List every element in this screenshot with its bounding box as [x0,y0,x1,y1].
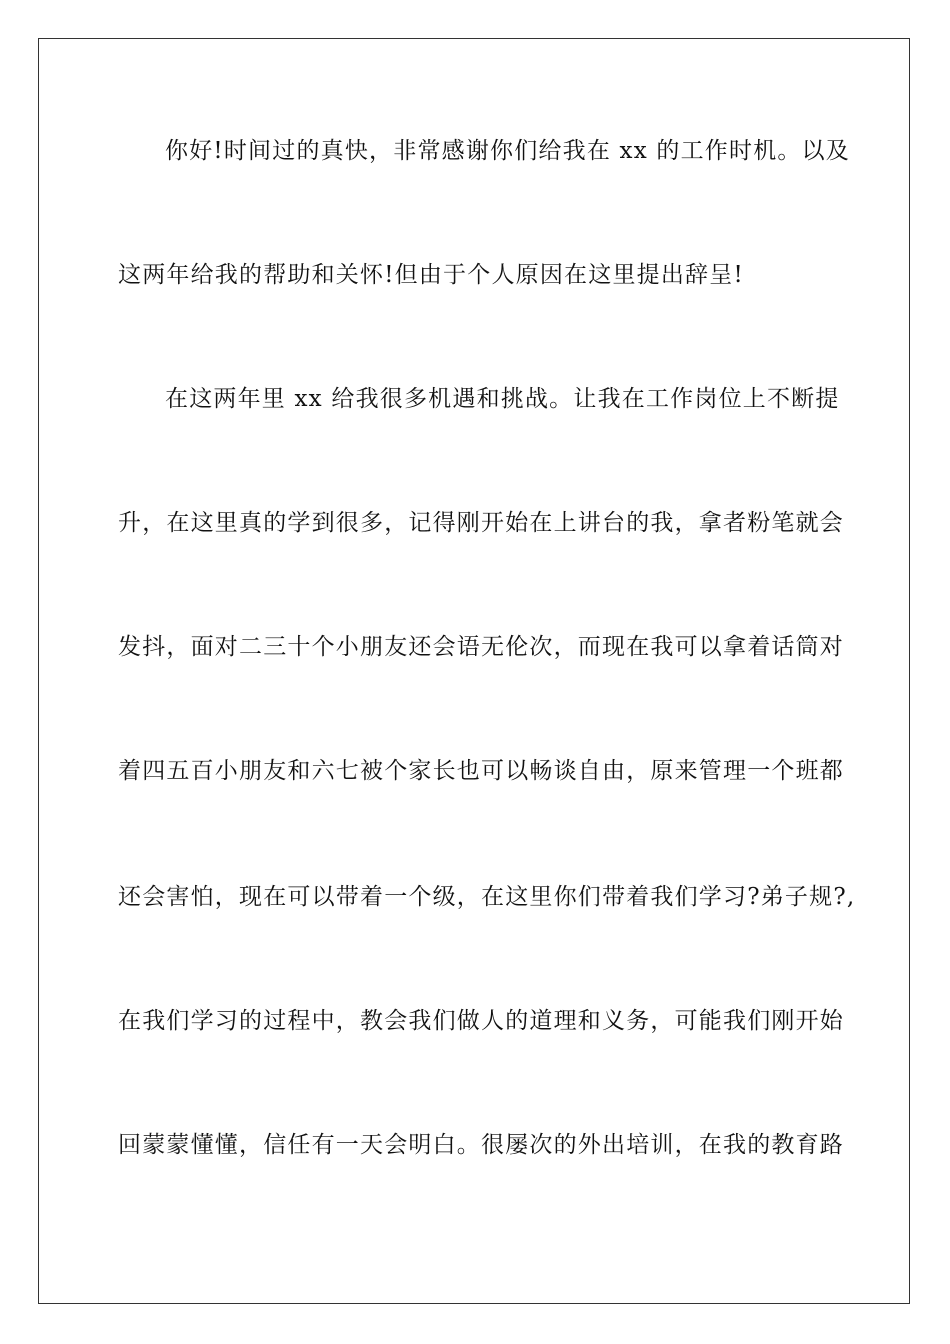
paragraph-2-line-6: 在我们学习的过程中，教会我们做人的道理和义务，可能我们刚开始 [118,1008,844,1034]
page-border [38,38,910,1304]
paragraph-1-line-1: 你好!时间过的真快，非常感谢你们给我在 xx 的工作时机。以及 [165,138,851,164]
paragraph-2-line-4: 着四五百小朋友和六七被个家长也可以畅谈自由，原来管理一个班都 [118,758,844,784]
paragraph-2-line-7: 回蒙蒙懂懂，信任有一天会明白。很屡次的外出培训，在我的教育路 [118,1132,844,1158]
paragraph-2-line-3: 发抖，面对二三十个小朋友还会语无伦次，而现在我可以拿着话筒对 [118,634,844,660]
paragraph-2-line-1: 在这两年里 xx 给我很多机遇和挑战。让我在工作岗位上不断提 [165,386,840,412]
paragraph-1-line-2: 这两年给我的帮助和关怀!但由于个人原因在这里提出辞呈! [118,262,744,288]
paragraph-2-line-5: 还会害怕，现在可以带着一个级，在这里你们带着我们学习?弟子规?, [118,884,856,910]
paragraph-2-line-2: 升，在这里真的学到很多，记得刚开始在上讲台的我，拿者粉笔就会 [118,510,844,536]
